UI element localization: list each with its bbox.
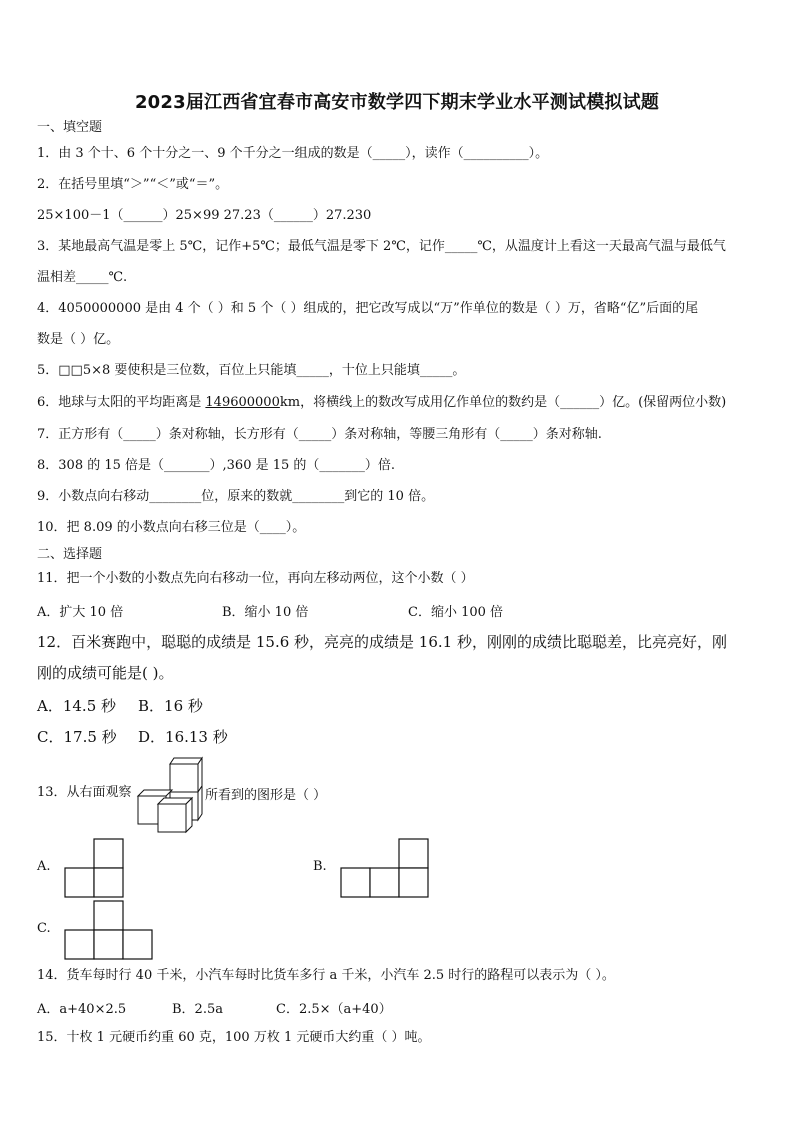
question-11-option-b: B．缩小 10 倍 bbox=[222, 605, 309, 620]
question-9: 9．小数点向右移动________位，原来的数就________到它的 10 倍。 bbox=[37, 489, 435, 504]
page-title: 2023届江西省宜春市高安市数学四下期末学业水平测试模拟试题 bbox=[134, 92, 660, 113]
question-8: 8．308 的 15 倍是（_______）,360 是 15 的（_______）倍. bbox=[37, 458, 396, 473]
question-12-option-c: C．17.5 秒 bbox=[37, 728, 117, 746]
question-12-option-d: D．16.13 秒 bbox=[138, 728, 228, 746]
question-13-option-b-label: B. bbox=[313, 859, 327, 874]
question-13-option-b-figure bbox=[340, 838, 429, 898]
question-13-option-c-figure bbox=[64, 900, 153, 960]
question-12-option-a: A．14.5 秒 bbox=[37, 697, 116, 715]
question-6-prefix: 6．地球与太阳的平均距离是 bbox=[37, 395, 206, 410]
question-4-line-2: 数是（ ）亿。 bbox=[37, 332, 120, 347]
question-11: 11．把一个小数的小数点先向右移动一位，再向左移动两位，这个小数（ ） bbox=[37, 571, 474, 586]
question-12-option-b: B．16 秒 bbox=[138, 697, 203, 715]
question-1: 1．由 3 个十、6 个十分之一、9 个千分之一组成的数是（_____），读作（__________）。 bbox=[37, 146, 549, 161]
question-5: 5．□□5×8 要使积是三位数，百位上只能填_____，十位上只能填_____。 bbox=[37, 363, 466, 378]
question-11-option-a: A．扩大 10 倍 bbox=[37, 605, 124, 620]
section-heading-choice: 二、选择题 bbox=[37, 547, 103, 562]
question-13-suffix: 所看到的图形是（ ） bbox=[205, 788, 327, 803]
cube-stack-figure bbox=[136, 756, 206, 832]
question-14-option-c: C．2.5×（a+40） bbox=[276, 1002, 392, 1017]
question-14: 14．货车每时行 40 千米，小汽车每时比货车多行 a 千米，小汽车 2.5 时行的路程可以表示为（ ）。 bbox=[37, 968, 615, 983]
question-15: 15．十枚 1 元硬币约重 60 克，100 万枚 1 元硬币大约重（ ）吨。 bbox=[37, 1030, 431, 1045]
question-6-underlined-number: 149600000 bbox=[205, 395, 280, 410]
question-4-line-1: 4．4050000000 是由 4 个（ ）和 5 个（ ）组成的，把它改写成以“万”作单位的数是（ ）万，省略“亿”后面的尾 bbox=[37, 301, 699, 316]
question-13-option-a-figure bbox=[64, 838, 124, 898]
question-13-option-a-label: A. bbox=[37, 859, 51, 874]
question-6-suffix: km，将横线上的数改写成用亿作单位的数约是（______）亿。(保留两位小数) bbox=[279, 395, 727, 410]
question-12-line-2: 刚的成绩可能是( )。 bbox=[37, 664, 174, 682]
question-13-option-c-label: C. bbox=[37, 921, 51, 936]
question-3-line-2: 温相差_____℃. bbox=[37, 270, 128, 285]
question-2-items: 25×100－1（______）25×99 27.23（______）27.230 bbox=[37, 208, 372, 223]
question-13-prefix: 13．从右面观察 bbox=[37, 785, 132, 800]
question-6 bbox=[37, 394, 726, 412]
section-heading-fill-blank: 一、填空题 bbox=[37, 120, 103, 135]
question-14-option-b: B．2.5a bbox=[172, 1002, 223, 1017]
question-10: 10．把 8.09 的小数点向右移三位是（____）。 bbox=[37, 520, 306, 535]
question-7: 7．正方形有（_____）条对称轴，长方形有（_____）条对称轴，等腰三角形有（_____）条对称轴. bbox=[37, 427, 602, 442]
question-12-line-1: 12．百米赛跑中，聪聪的成绩是 15.6 秒，亮亮的成绩是 16.1 秒，刚刚的成绩比聪聪差，比亮亮好，刚 bbox=[37, 633, 727, 651]
question-11-option-c: C．缩小 100 倍 bbox=[408, 605, 504, 620]
question-14-option-a: A．a+40×2.5 bbox=[37, 1002, 127, 1017]
question-3-line-1: 3．某地最高气温是零上 5℃，记作+5℃；最低气温是零下 2℃，记作_____℃，从温度计上看这一天最高气温与最低气 bbox=[37, 239, 726, 254]
question-2: 2．在括号里填“＞”“＜”或“＝”。 bbox=[37, 177, 229, 192]
